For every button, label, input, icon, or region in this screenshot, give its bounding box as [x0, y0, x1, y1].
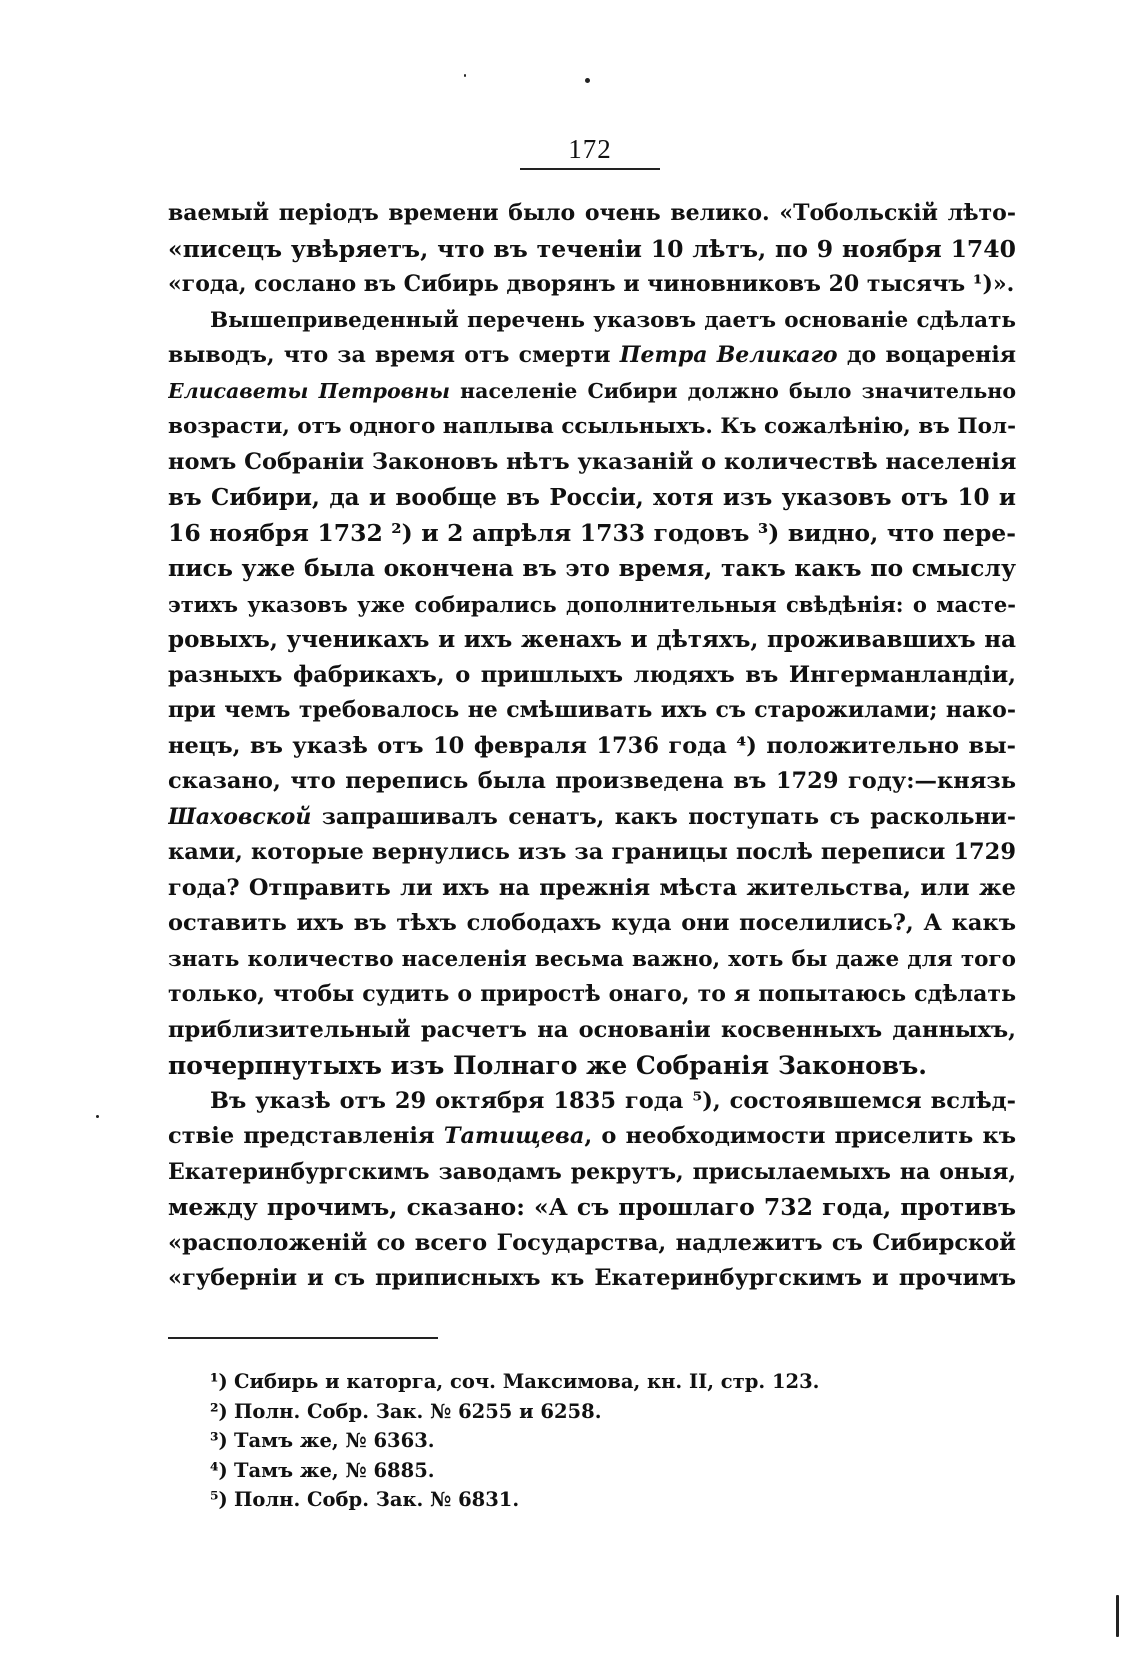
- footnote-mark: ⁴): [210, 1458, 228, 1482]
- page-number-rule: [520, 168, 660, 170]
- text-line: Екатеринбургскимъ заводамъ рекрутъ, присылаемыхъ на оныя,: [168, 1158, 1016, 1185]
- text-line: разныхъ фабрикахъ, о пришлыхъ людяхъ въ Ингерманландіи,: [168, 661, 1016, 688]
- text-line: [168, 374, 1016, 410]
- footnote: [210, 1426, 1010, 1456]
- text-line: [168, 1119, 1016, 1155]
- text-line: номъ Собраніи Законовъ нѣтъ указаній о количествѣ населенія: [168, 448, 1016, 475]
- text-line: Въ указѣ отъ 29 октября 1835 года ⁵), состоявшемся вслѣд-: [210, 1087, 1016, 1114]
- text-line: приблизительный расчетъ на основаніи косвенныхъ данныхъ,: [168, 1016, 1016, 1043]
- italic-name: Петра Великаго: [619, 342, 838, 368]
- text-line: возрасти, отъ одного наплыва ссыльныхъ. Къ сожалѣнію, въ Пол-: [168, 414, 1016, 439]
- text-line: «губерніи и съ приписныхъ къ Екатеринбургскимъ и прочимъ: [168, 1265, 1016, 1291]
- scan-speck: [96, 1115, 99, 1118]
- footnote: [210, 1397, 1010, 1427]
- footnote-text: Тамъ же, № 6885.: [234, 1458, 435, 1482]
- footnote: [210, 1485, 1010, 1515]
- text-line: [168, 800, 1016, 836]
- text-line: ками, которые вернулись изъ за границы послѣ переписи 1729: [168, 839, 1016, 865]
- text-line: [168, 338, 1016, 374]
- text-span: до воцаренія: [837, 342, 1016, 368]
- text-span: , о необходимости приселить къ: [584, 1123, 1016, 1149]
- italic-name: Шаховской: [168, 803, 312, 830]
- text-line: 16 ноября 1732 ²) и 2 апрѣля 1733 годовъ ³) видно, что пере-: [168, 518, 1016, 547]
- text-span: ствіе представленія: [168, 1123, 444, 1149]
- text-line: «расположеній со всего Государства, надлежитъ съ Сибирской: [168, 1229, 1016, 1256]
- footnote-rule: [168, 1337, 438, 1339]
- footnote-text: Тамъ же, № 6363.: [234, 1429, 435, 1452]
- italic-name: Елисаветы Петровны: [168, 378, 450, 403]
- footnote: [210, 1367, 1010, 1397]
- text-span: выводъ, что за время отъ смерти: [168, 342, 620, 368]
- text-line: между прочимъ, сказано: «А съ прошлаго 732 года, противъ: [168, 1193, 1016, 1221]
- italic-name: Татищева: [443, 1123, 585, 1149]
- text-line: въ Сибири, да и вообще въ Россіи, хотя изъ указовъ отъ 10 и: [168, 484, 1016, 511]
- text-line: Вышеприведенный перечень указовъ даетъ основаніе сдѣлать: [210, 307, 1016, 333]
- text-line: сказано, что перепись была произведена въ 1729 году:—князь: [168, 768, 1016, 794]
- page-number: 172: [568, 134, 612, 164]
- footnote-mark: ²): [210, 1399, 228, 1423]
- footnote-text: Полн. Собр. Зак. № 6255 и 6258.: [234, 1399, 602, 1423]
- text-line: почерпнутыхъ изъ Полнаго же Собранія Законовъ.: [168, 1051, 928, 1080]
- text-span: запрашивалъ сенатъ, какъ поступать съ раскольни-: [311, 803, 1016, 830]
- text-line: этихъ указовъ уже собирались дополнительныя свѣдѣнія: о масте-: [168, 591, 1016, 617]
- text-line: только, чтобы судить о приростѣ онаго, то я попытаюсь сдѣлать: [168, 981, 1016, 1007]
- text-span: населеніе Сибири должно было значительно: [449, 378, 1016, 403]
- footnote-text: Полн. Собр. Зак. № 6831.: [234, 1488, 520, 1511]
- body-text: [168, 196, 1016, 1297]
- text-line: года? Отправить ли ихъ на прежнія мѣста жительства, или же: [168, 874, 1016, 901]
- text-line: «писецъ увѣряетъ, что въ теченіи 10 лѣтъ, по 9 ноября 1740: [168, 234, 1016, 263]
- footnotes: [210, 1367, 1010, 1515]
- footnote-mark: ³): [210, 1429, 228, 1452]
- scan-speck: [1116, 1595, 1119, 1637]
- text-line: при чемъ требовалось не смѣшивать ихъ съ старожилами; нако-: [168, 697, 1016, 723]
- footnote-text: Сибирь и каторга, соч. Максимова, кн. II, стр. 123.: [234, 1370, 820, 1393]
- text-line: нецъ, въ указѣ отъ 10 февраля 1736 года ⁴) положительно вы-: [168, 732, 1016, 759]
- text-line: «года, сослано въ Сибирь дворянъ и чиновниковъ 20 тысячъ ¹)».: [168, 271, 1015, 297]
- footnote: [210, 1456, 1010, 1486]
- text-line: оставить ихъ въ тѣхъ слободахъ куда они поселились?, А какъ: [168, 910, 1016, 936]
- text-line: знать количество населенія весьма важно, хоть бы даже для того: [168, 946, 1016, 972]
- footnote-mark: ⁵): [210, 1488, 228, 1511]
- text-line: ваемый періодъ времени было очень велико. «Тобольскій лѣто-: [168, 200, 1016, 226]
- text-line: ровыхъ, ученикахъ и ихъ женахъ и дѣтяхъ, проживавшихъ на: [168, 626, 1016, 653]
- footnote-mark: ¹): [210, 1370, 228, 1393]
- scan-speck: [585, 78, 590, 83]
- scan-speck: [464, 74, 466, 77]
- text-line: пись уже была окончена въ это время, такъ какъ по смыслу: [168, 554, 1016, 582]
